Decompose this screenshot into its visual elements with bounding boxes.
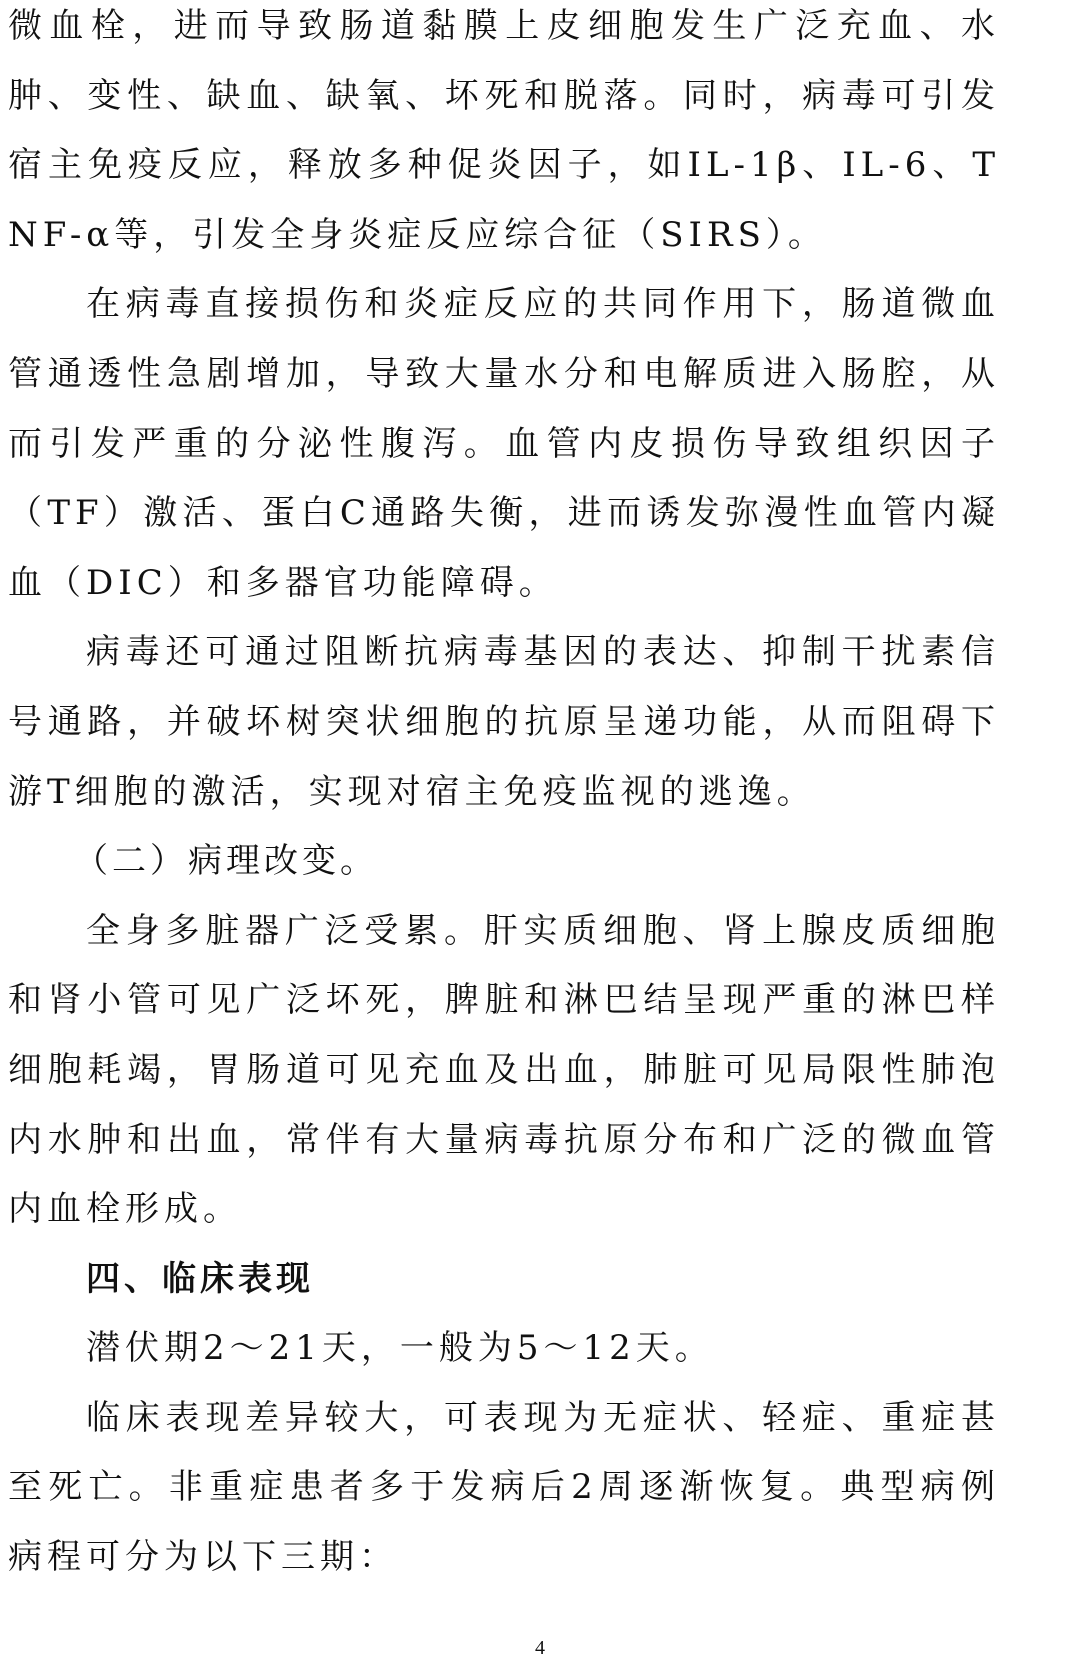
paragraph-vascular-permeability: 在病毒直接损伤和炎症反应的共同作用下，肠道微血管通透性急剧增加，导致大量水分和电解质进入肠腔，从而引发严重的分泌性腹泻。血管内皮损伤导致组织因子（TF）激活、蛋白C通路失衡，进而诱发弥漫性血管内凝血（DIC）和多器官功能障碍。	[8, 284, 1000, 603]
page-number: 4	[535, 1637, 545, 1659]
paragraph-incubation: 潜伏期2～21天，一般为5～12天。	[86, 1328, 714, 1369]
subheading-pathology: （二）病理改变。	[74, 841, 378, 882]
document-page	[8, 0, 1000, 1593]
paragraph-mechanism-continued: 微血栓，进而导致肠道黏膜上皮细胞发生广泛充血、水肿、变性、缺血、缺氧、坏死和脱落。同时，病毒可引发宿主免疫反应，释放多种促炎因子，如IL-1β、IL-6、TNF-α等，引发全身炎症反应综合征（SIRS）。	[8, 6, 1000, 255]
paragraph-immune-evasion: 病毒还可通过阻断抗病毒基因的表达、抑制干扰素信号通路，并破坏树突状细胞的抗原呈递功能，从而阻碍下游T细胞的激活，实现对宿主免疫监视的逃逸。	[8, 632, 1000, 812]
paragraph-pathology: 全身多脏器广泛受累。肝实质细胞、肾上腺皮质细胞和肾小管可见广泛坏死，脾脏和淋巴结呈现严重的淋巴样细胞耗竭，胃肠道可见充血及出血，肺脏可见局限性肺泡内水肿和出血，常伴有大量病毒抗原分布和广泛的微血管内血栓形成。	[8, 910, 1000, 1230]
paragraph-clinical-course: 临床表现差异较大，可表现为无症状、轻症、重症甚至死亡。非重症患者多于发病后2周逐渐恢复。典型病例病程可分为以下三期：	[8, 1397, 1000, 1578]
heading-clinical-manifestations: 四、临床表现	[86, 1258, 314, 1299]
